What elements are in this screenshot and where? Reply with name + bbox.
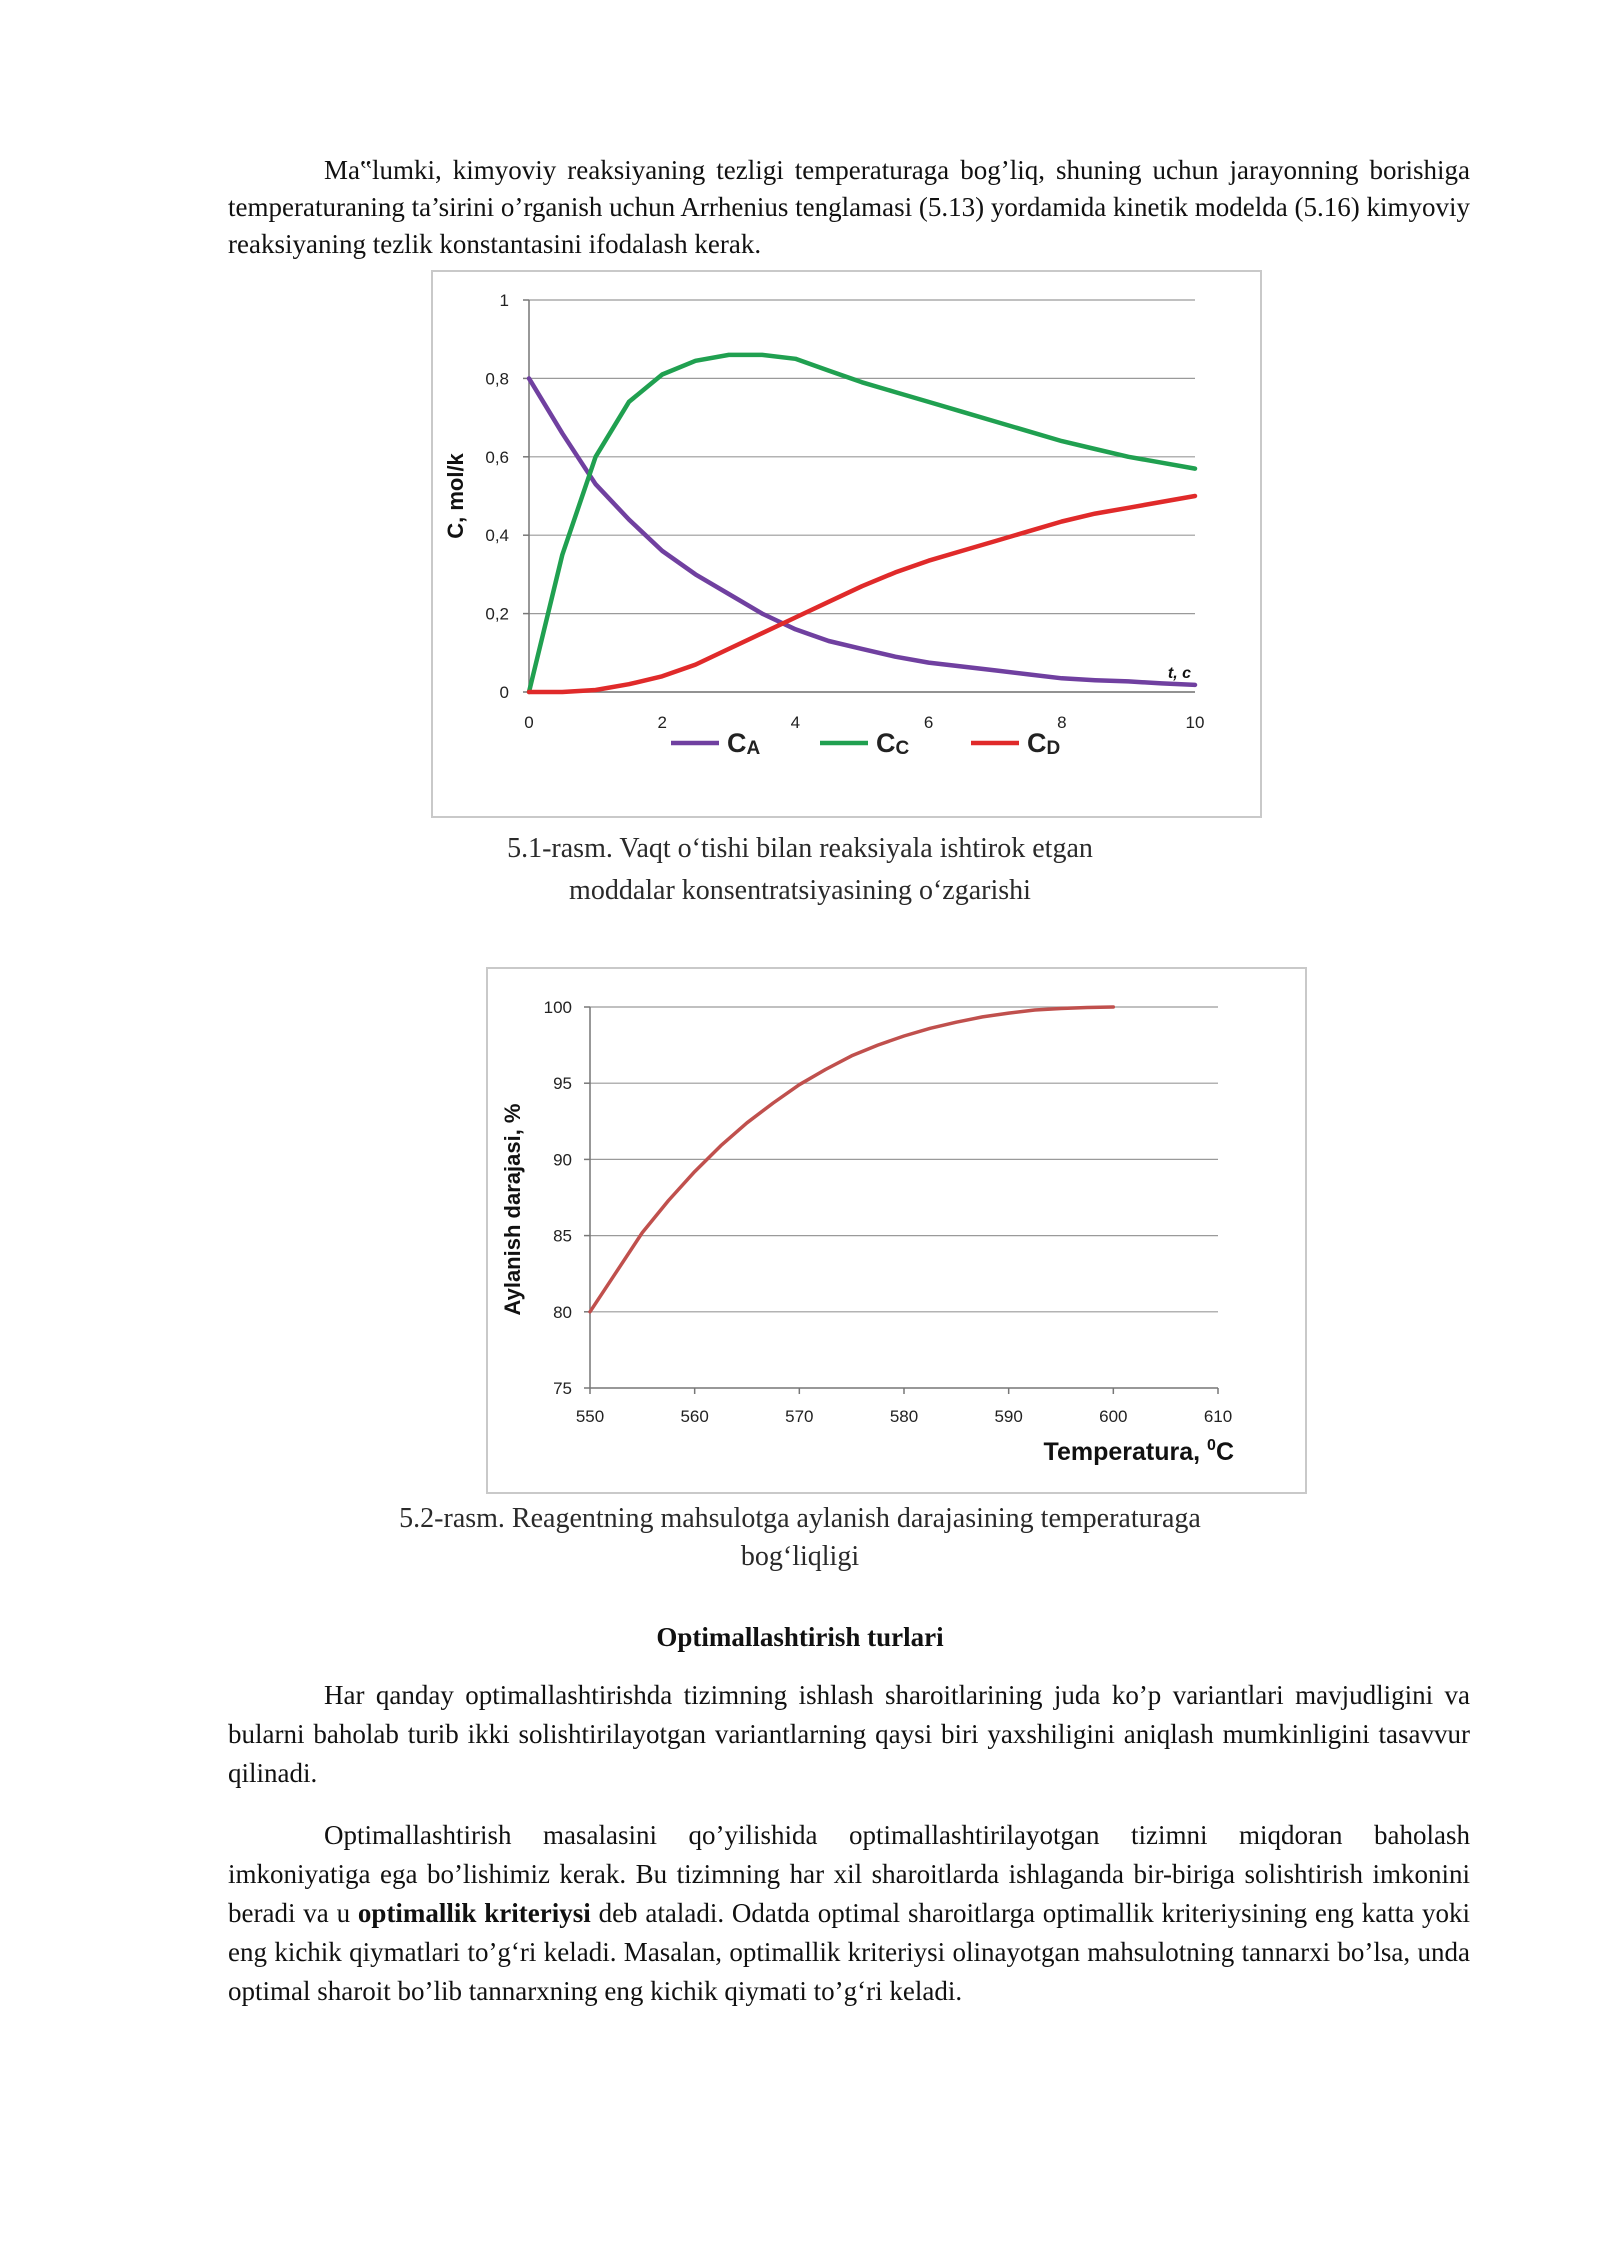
- y-tick-label: 0,4: [485, 526, 509, 546]
- y-axis-title: C, mol/k: [443, 453, 468, 539]
- series-line-cc: [529, 355, 1195, 692]
- x-tick-label: 610: [1203, 1407, 1233, 1426]
- x-tick-label: 590: [994, 1407, 1023, 1426]
- x-axis-title: Temperatura, $^0$C: [1043, 1437, 1234, 1466]
- paragraph-variants: [228, 1676, 1470, 1793]
- optimality-criterion-term: optimallik kriteriysi: [357, 1898, 591, 1928]
- series-line-cd: [529, 496, 1195, 692]
- y-tick-label: 0,6: [485, 447, 509, 467]
- x-axis-title: t, c: [1167, 665, 1191, 682]
- y-tick-label: 90: [553, 1150, 572, 1170]
- intro-paragraph: [228, 152, 1470, 263]
- chart-concentration-box: [431, 270, 1262, 818]
- x-tick-label: 6: [923, 713, 934, 732]
- y-tick-label: 0: [499, 683, 509, 702]
- paragraph-criterion: [228, 1816, 1470, 2011]
- caption-5-2-line2: bog‘liqligi: [740, 1541, 860, 1572]
- x-tick-label: 10: [1185, 713, 1205, 732]
- y-tick-label: 0,8: [485, 369, 509, 389]
- caption-figure-5-2: [0, 1500, 1600, 1576]
- x-tick-label: 4: [790, 713, 801, 732]
- legend-label-ca: CA: [727, 728, 761, 759]
- y-tick-label: 80: [553, 1302, 572, 1322]
- section-heading: Optimallashtirish turlari: [656, 1622, 944, 1652]
- y-tick-label: 1: [499, 291, 509, 310]
- caption-5-2-line1: 5.2-rasm. Reagentning mahsulotga aylanish darajasining temperaturaga: [399, 1503, 1201, 1534]
- chart-conversion: [488, 969, 1305, 1492]
- y-axis-title: Aylanish darajasi, %: [500, 1103, 525, 1316]
- paragraph-criterion-text-1: Optimallashtirish masalasini qo’yilishida optimallashtirilayotgan tizimni miqdoran baholash imkoniyatiga ega bo’lishimiz kerak. Bu tizimning har xil sharoitlarda ishlaganda bir-biriga solishtirish imkonini beradi va u: [228, 1820, 1470, 1928]
- caption-5-1-line2: moddalar konsentratsiyasining o‘zgarishi: [569, 875, 1031, 906]
- legend-label-cc: CC: [876, 728, 910, 759]
- y-tick-label: 100: [543, 998, 572, 1017]
- x-tick-label: 0: [524, 713, 534, 732]
- y-tick-label: 0,2: [485, 604, 509, 624]
- y-tick-label: 75: [553, 1379, 572, 1398]
- legend-label-cd: CD: [1027, 728, 1061, 759]
- y-tick-label: 95: [553, 1074, 572, 1094]
- x-tick-label: 560: [680, 1407, 709, 1426]
- paragraph-variants-text: Har qanday optimallashtirishda tizimning ishlash sharoitlarining juda ko’p variantlari mavjudligini va bularni baholab turib ikki solishtirilayotgan variantlarning qaysi biri yaxshiligini aniqlash mumkinligini tasavvur qilinadi.: [228, 1680, 1470, 1788]
- y-tick-label: 85: [553, 1226, 572, 1246]
- paragraph-criterion-text-2: deb ataladi. Odatda optimal sharoitlarga optimallik kriteriysining eng katta yoki eng kichik qiymatlari to’g‘ri keladi. Masalan, optimallik kriteriysi olinayotgan mahsulotning tannarxi bo’lsa, unda optimal sharoit bo’lib tannarxning eng kichik qiymati to’g‘ri keladi.: [228, 1898, 1470, 2006]
- intro-paragraph-text: Ma‟lumki, kimyoviy reaksiyaning tezligi temperaturaga bog’liq, shuning uchun jarayonning borishiga temperaturaning ta’sirini o’rganish uchun Arrhenius tenglamasi (5.13) yordamida kinetik modelda (5.16) kimyoviy reaksiyaning tezlik konstantasini ifodalash kerak.: [228, 155, 1470, 259]
- x-tick-label: 600: [1099, 1407, 1128, 1426]
- x-tick-label: 580: [889, 1407, 919, 1426]
- chart-conversion-box: [486, 967, 1307, 1494]
- x-tick-label: 550: [575, 1407, 605, 1426]
- chart-concentration: [433, 272, 1260, 816]
- caption-5-1-line1: 5.1-rasm. Vaqt o‘tishi bilan reaksiyala ishtirok etgan: [507, 833, 1093, 864]
- caption-figure-5-1: [0, 828, 1600, 912]
- x-tick-label: 570: [785, 1407, 814, 1426]
- series-line-ca: [529, 378, 1195, 685]
- x-tick-label: 2: [657, 713, 667, 732]
- x-tick-label: 8: [1057, 713, 1067, 732]
